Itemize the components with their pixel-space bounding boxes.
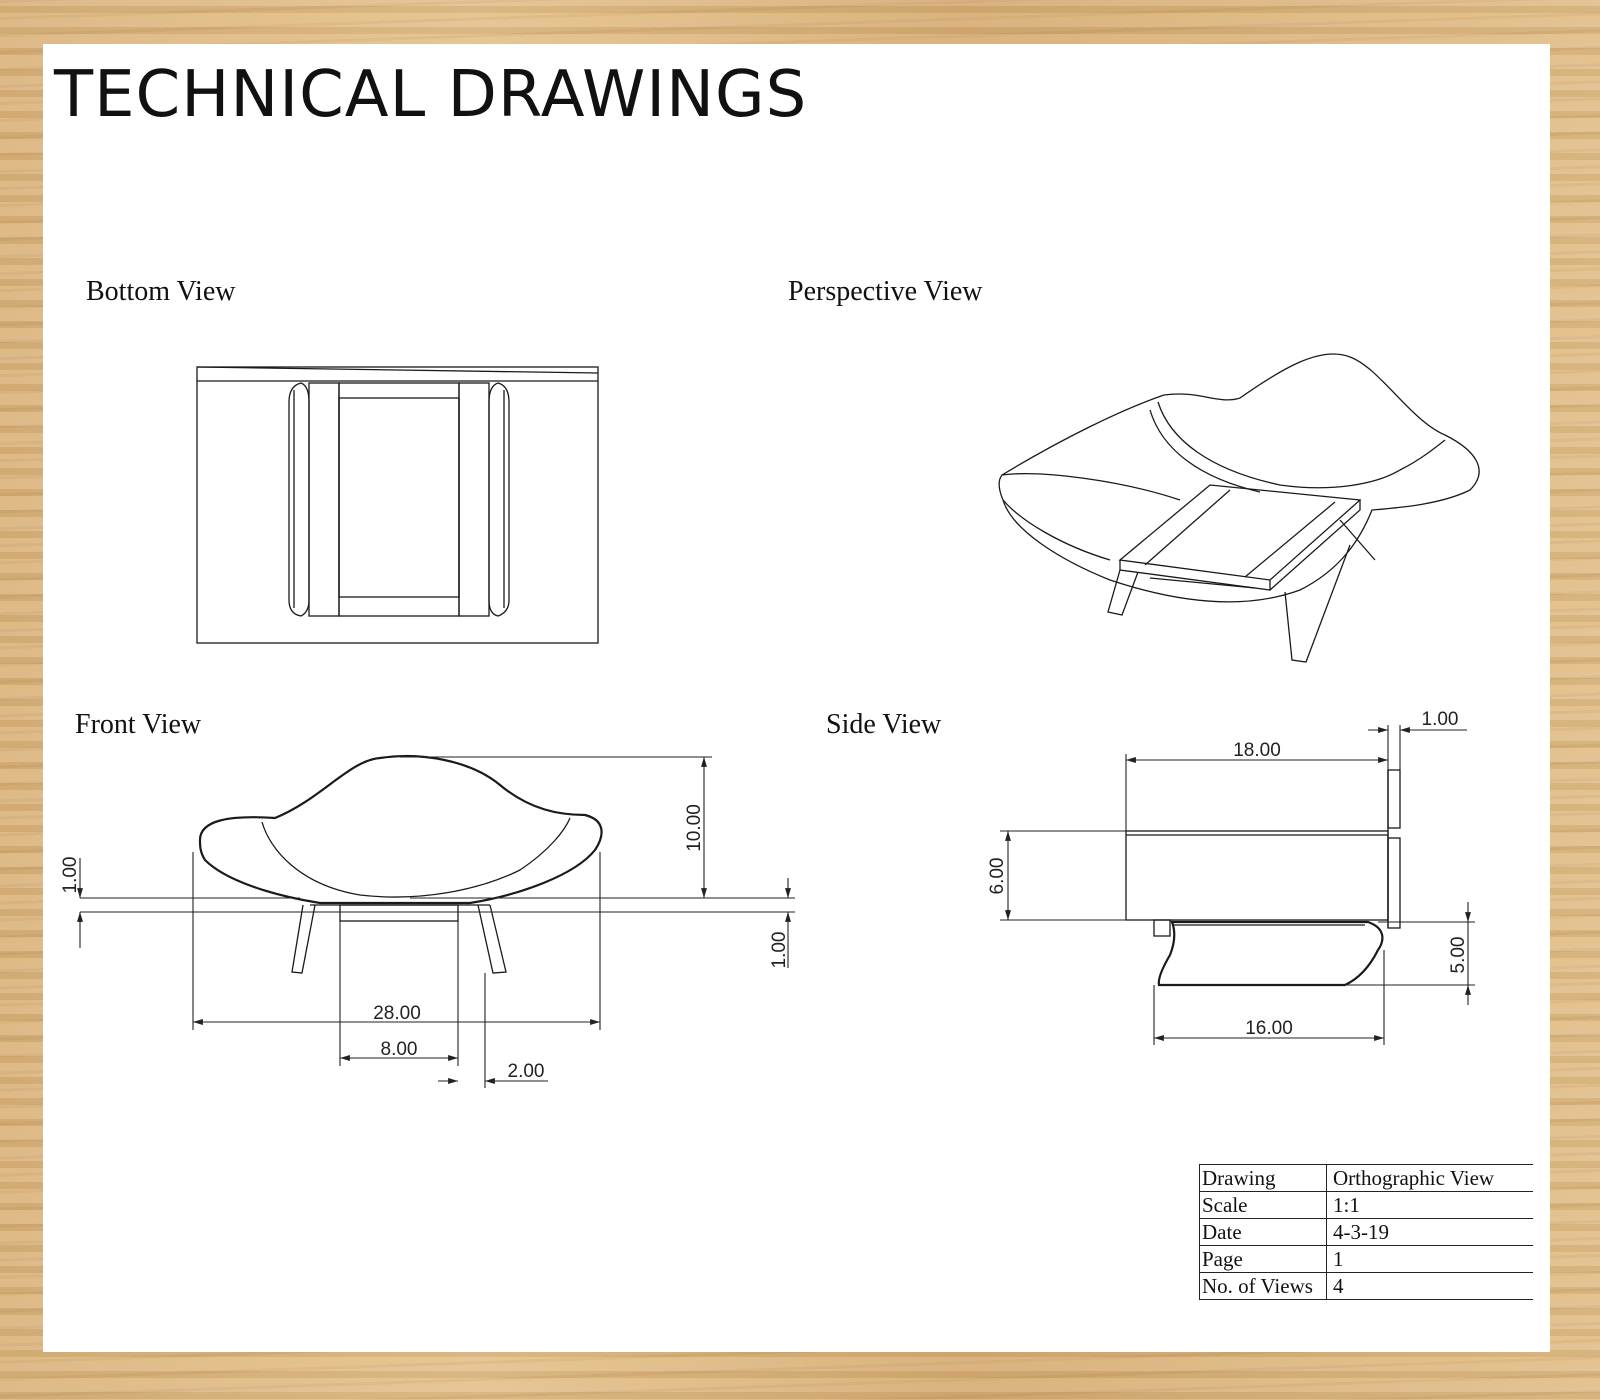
dim-side-base-height: 5.00 (1448, 936, 1469, 974)
perspective-leg-front-left (1108, 570, 1138, 615)
title-block-key: Page (1200, 1246, 1327, 1273)
title-block-key: Scale (1200, 1192, 1327, 1219)
dim-front-left-offset: 1.00 (60, 856, 81, 894)
front-view-label: Front View (75, 709, 202, 740)
title-block-row (1200, 1192, 1534, 1219)
title-block-value: 1 (1333, 1247, 1344, 1271)
side-view-drawing (987, 709, 1475, 1045)
bottom-outline (197, 367, 598, 643)
bottom-view-drawing (197, 367, 598, 643)
title-block-row (1200, 1246, 1534, 1273)
front-leg-right (478, 905, 506, 973)
dim-front-base: 8.00 (380, 1039, 418, 1060)
shell-outer (999, 354, 1479, 602)
dim-side-seat-height: 6.00 (987, 857, 1008, 895)
perspective-base-frame (1120, 485, 1360, 580)
dim-front-right-offset: 1.00 (769, 931, 790, 969)
title-block-value: 4 (1333, 1274, 1344, 1298)
title-block-key: No. of Views (1200, 1273, 1327, 1300)
left-runner (289, 383, 309, 616)
front-view-drawing (60, 756, 795, 1088)
dim-front-leg: 2.00 (507, 1061, 545, 1082)
title-block-key: Drawing (1200, 1165, 1327, 1192)
page-title: TECHNICAL DRAWINGS (54, 58, 808, 132)
perspective-view-label: Perspective View (788, 276, 983, 307)
front-leg-left (292, 905, 315, 973)
side-backrest (1388, 838, 1400, 928)
side-base (1159, 922, 1383, 985)
side-seat-box (1126, 831, 1388, 920)
dim-side-depth: 18.00 (1233, 740, 1281, 761)
title-block-row (1200, 1219, 1534, 1246)
right-runner (489, 383, 509, 616)
perspective-view-drawing (999, 354, 1479, 662)
title-block-value: 1:1 (1333, 1193, 1360, 1217)
center-frame (339, 383, 459, 616)
dim-front-width: 28.00 (373, 1003, 421, 1024)
title-block-value: Orthographic View (1333, 1166, 1495, 1190)
dim-front-height: 10.00 (684, 804, 705, 852)
title-block-value: 4-3-19 (1333, 1220, 1389, 1244)
perspective-leg-front-right (1285, 545, 1350, 662)
title-block-key: Date (1200, 1219, 1327, 1246)
front-base-block (340, 905, 458, 921)
front-seat-shell (200, 756, 602, 903)
title-block-row (1200, 1165, 1534, 1192)
title-block (1199, 1164, 1533, 1300)
bottom-view-label: Bottom View (86, 276, 236, 307)
title-block-row (1200, 1273, 1534, 1300)
dim-side-back: 1.00 (1421, 709, 1459, 730)
side-view-label: Side View (826, 709, 942, 740)
dim-side-base-depth: 16.00 (1245, 1018, 1293, 1039)
